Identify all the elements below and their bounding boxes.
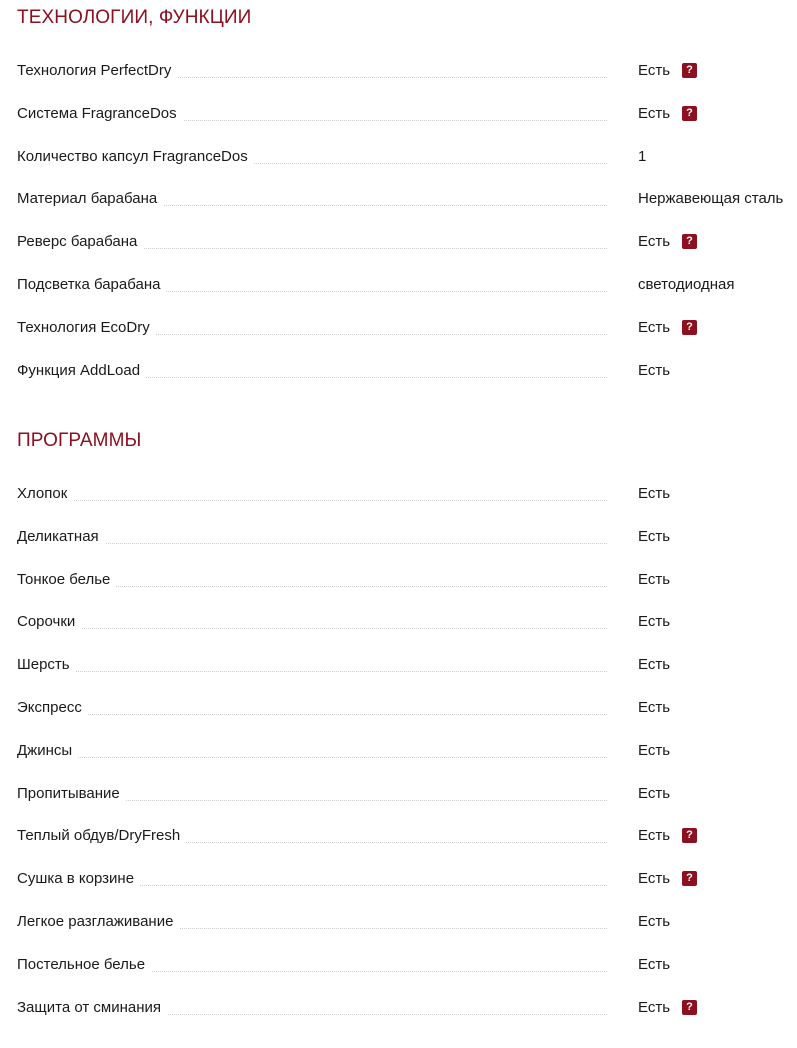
spec-label: Пропитывание (17, 785, 126, 803)
spec-row (0, 276, 797, 319)
spec-label: Теплый обдув/DryFresh (17, 827, 186, 845)
spec-value: Есть (638, 784, 671, 802)
spec-value: Есть (638, 104, 671, 122)
spec-value: Есть (638, 955, 671, 973)
help-icon[interactable]: ? (682, 828, 697, 843)
section-title-programs: ПРОГРАММЫ (17, 430, 142, 451)
spec-label: Защита от сминания (17, 999, 167, 1017)
spec-value: Есть (638, 613, 671, 631)
spec-label: Шерсть (17, 656, 76, 674)
help-icon[interactable]: ? (682, 871, 697, 886)
spec-value: Есть (638, 485, 671, 502)
spec-value: Есть (638, 233, 671, 251)
spec-row (0, 485, 797, 528)
spec-row (0, 148, 797, 191)
spec-label: Сушка в корзине (17, 870, 140, 888)
spec-value: Есть (638, 361, 671, 379)
section-title-technologies: ТЕХНОЛОГИИ, ФУНКЦИИ (17, 7, 252, 28)
spec-value: светодиодная (638, 275, 735, 293)
spec-row (0, 785, 797, 828)
spec-row (0, 656, 797, 699)
spec-label: Подсветка барабана (17, 276, 166, 294)
spec-value: Есть (638, 870, 671, 888)
spec-row (0, 233, 797, 276)
help-icon[interactable]: ? (682, 63, 697, 78)
dotted-leader (17, 671, 607, 672)
spec-row (0, 999, 797, 1042)
spec-value: Нержавеющая сталь (638, 190, 784, 208)
spec-row (0, 742, 797, 785)
spec-row (0, 699, 797, 742)
spec-value: Есть (638, 698, 671, 716)
spec-row (0, 362, 797, 405)
spec-value: Есть (638, 912, 671, 930)
spec-row (0, 956, 797, 999)
spec-value: Есть (638, 741, 671, 759)
spec-value: Есть (638, 998, 671, 1016)
dotted-leader (17, 757, 607, 758)
dotted-leader (17, 543, 607, 544)
spec-label: Хлопок (17, 485, 73, 503)
spec-label: Система FragranceDos (17, 105, 183, 123)
spec-value: Есть (638, 318, 671, 336)
spec-label: Материал барабана (17, 190, 163, 208)
spec-label: Технология PerfectDry (17, 62, 177, 80)
help-icon[interactable]: ? (682, 1000, 697, 1015)
help-icon[interactable]: ? (682, 106, 697, 121)
spec-value: Есть (638, 527, 671, 545)
spec-label: Постельное белье (17, 956, 151, 974)
spec-value: Есть (638, 656, 671, 674)
spec-row (0, 62, 797, 105)
spec-value: Есть (638, 827, 671, 845)
spec-row (0, 319, 797, 362)
spec-value: Есть (638, 62, 671, 79)
spec-list-programs (0, 485, 797, 1041)
spec-value: Есть (638, 570, 671, 588)
spec-value: 1 (638, 147, 647, 165)
spec-label: Количество капсул FragranceDos (17, 148, 254, 166)
help-icon[interactable]: ? (682, 320, 697, 335)
spec-label: Тонкое белье (17, 571, 116, 589)
spec-label: Сорочки (17, 613, 81, 631)
spec-row (0, 105, 797, 148)
spec-label: Деликатная (17, 528, 105, 546)
spec-row (0, 571, 797, 614)
spec-row (0, 870, 797, 913)
spec-list-technologies (0, 62, 797, 404)
spec-row (0, 528, 797, 571)
spec-label: Реверс барабана (17, 233, 143, 251)
spec-label: Экспресс (17, 699, 88, 717)
spec-row (0, 190, 797, 233)
spec-label: Технология EcoDry (17, 319, 156, 337)
spec-label: Легкое разглаживание (17, 913, 179, 931)
spec-label: Функция AddLoad (17, 362, 146, 380)
spec-row (0, 913, 797, 956)
spec-row (0, 613, 797, 656)
dotted-leader (17, 628, 607, 629)
help-icon[interactable]: ? (682, 234, 697, 249)
spec-row (0, 827, 797, 870)
dotted-leader (17, 500, 607, 501)
spec-label: Джинсы (17, 742, 78, 760)
dotted-leader (17, 714, 607, 715)
